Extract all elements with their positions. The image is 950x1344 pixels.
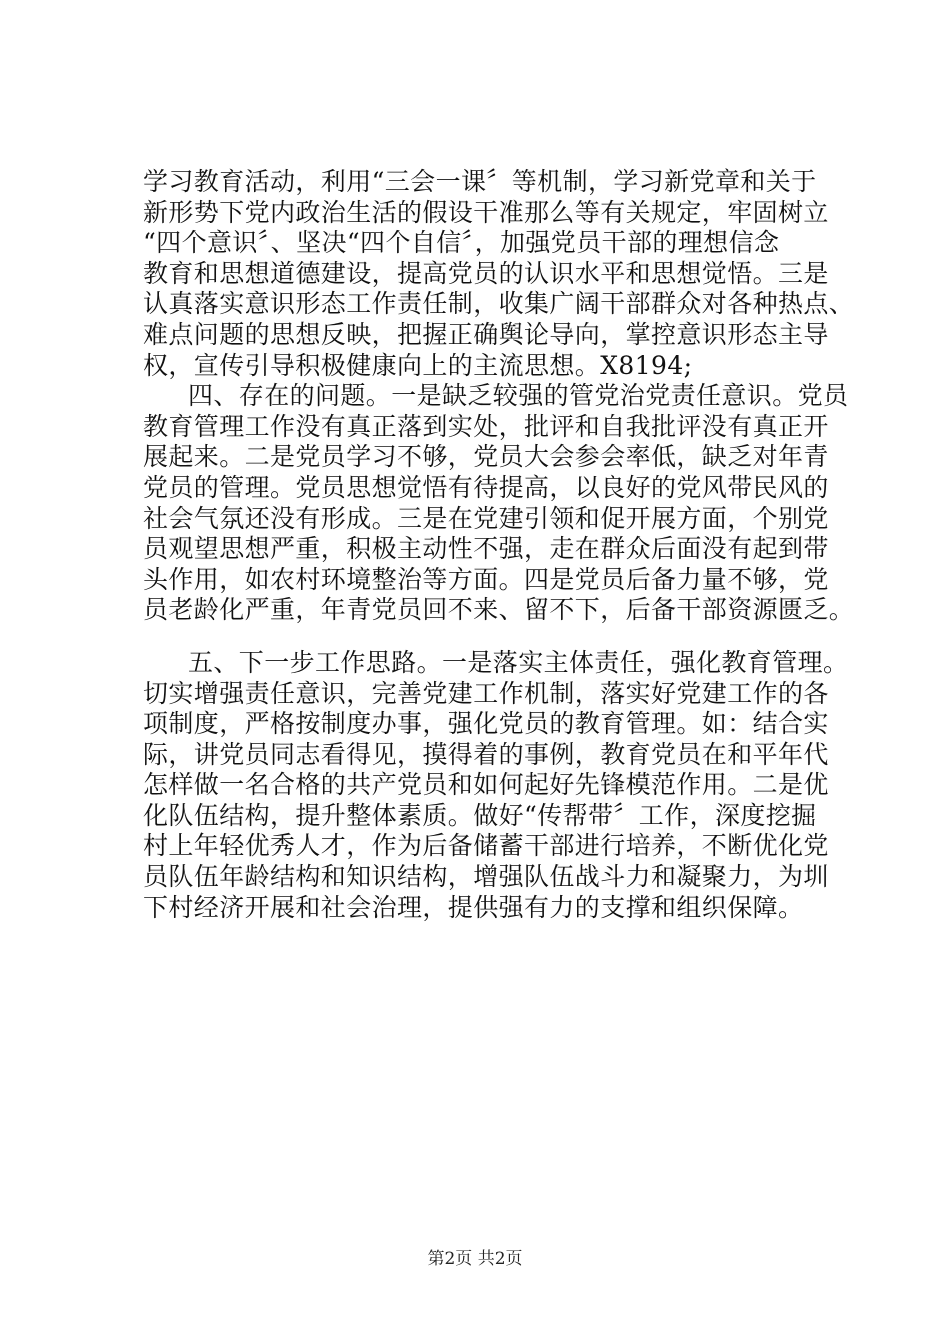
text-line: 五、下一步工作思路。一是落实主体责任，强化教育管理。	[188, 647, 849, 677]
text-line: 学习教育活动，利用“三会一课〞等机制，学习新党章和关于	[143, 167, 817, 196]
text-line: “四个意识〞、坚决“四个自信〞，加强党员干部的理想信念	[143, 228, 780, 258]
document-body	[143, 167, 855, 923]
text-line: 四、存在的问题。一是缺乏较强的管党治党责任意识。党员	[188, 381, 849, 411]
text-line: 权，宣传引导积极健康向上的主流思想。X8194;	[143, 350, 693, 380]
paragraph-gap	[143, 626, 843, 648]
text-line: 展起来。二是党员学习不够，党员大会参会率低，缺乏对年青	[143, 442, 829, 472]
text-line: 教育和思想道德建设，提高党员的认识水平和思想觉悟。三是	[143, 258, 829, 288]
paragraph-1	[143, 167, 855, 381]
text-line: 项制度，严格按制度办事，强化党员的教育管理。如：结合实	[143, 709, 829, 739]
text-line: 头作用，如农村环境整治等方面。四是党员后备力量不够，党	[143, 564, 829, 594]
text-line: 际，讲党员同志看得见，摸得着的事例，教育党员在和平年代	[143, 739, 829, 769]
text-line: 下村经济开展和社会治理，提供强有力的支撑和组织保障。	[143, 892, 804, 922]
text-line: 怎样做一名合格的共产党员和如何起好先锋模范作用。二是优	[143, 770, 829, 800]
paragraph-3	[143, 647, 849, 923]
text-line: 切实增强责任意识，完善党建工作机制，落实好党建工作的各	[143, 678, 829, 708]
text-line: 党员的管理。党员思想觉悟有待提高，以良好的党风带民风的	[143, 472, 829, 502]
text-line: 新形势下党内政治生活的假设干准那么等有关规定，牢固树立	[143, 197, 829, 227]
text-line: 员队伍年龄结构和知识结构，增强队伍战斗力和凝聚力，为圳	[143, 862, 829, 892]
text-line: 员观望思想严重，积极主动性不强，走在群众后面没有起到带	[143, 534, 829, 564]
text-line: 难点问题的思想反映，把握正确舆论导向，掌控意识形态主导	[143, 319, 829, 349]
page-footer: 第2页 共2页	[427, 1249, 523, 1269]
paragraph-2	[143, 381, 855, 626]
text-line: 村上年轻优秀人才，作为后备储蓄干部进行培养，不断优化党	[143, 831, 829, 861]
text-line: 化队伍结构，提升整体素质。做好“传帮带〞工作，深度挖掘	[143, 800, 817, 830]
text-line: 教育管理工作没有真正落到实处，批评和自我批评没有真正开	[143, 411, 829, 441]
text-line: 认真落实意识形态工作责任制，收集广阔干部群众对各种热点、	[143, 289, 855, 319]
text-line: 社会气氛还没有形成。三是在党建引领和促开展方面，个别党	[143, 503, 829, 533]
text-line: 员老龄化严重，年青党员回不来、留不下，后备干部资源匮乏。	[143, 595, 855, 625]
